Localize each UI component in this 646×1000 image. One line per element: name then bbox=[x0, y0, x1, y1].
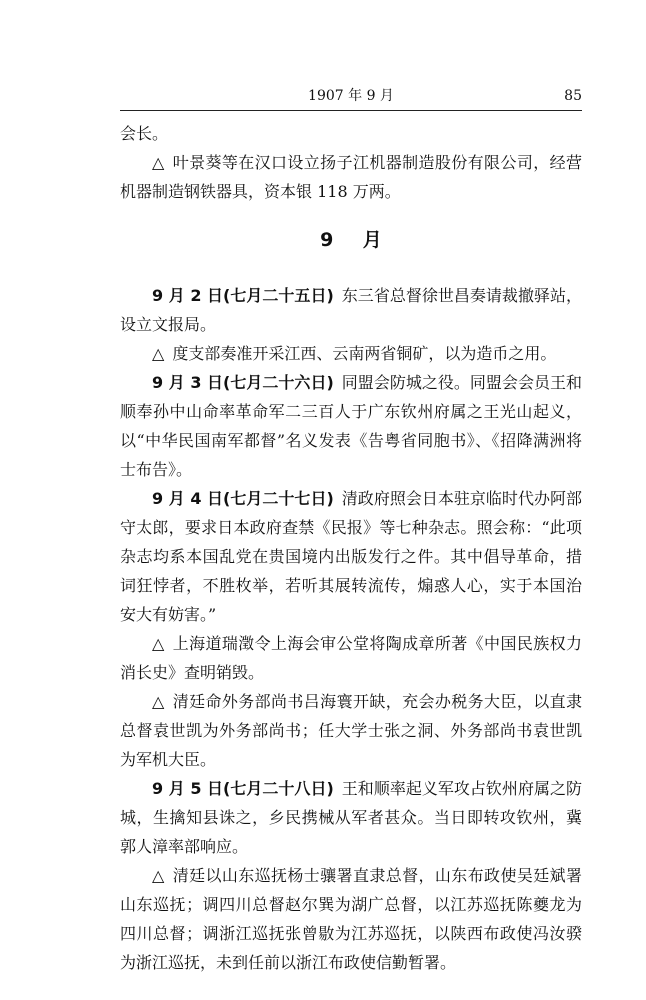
page-body bbox=[120, 119, 582, 977]
header-title: 1907 年 9 月 bbox=[308, 88, 394, 104]
entry-event: △ 清廷命外务部尚书吕海寰开缺，充会办税务大臣，以直隶总督袁世凯为外务部尚书；任大学士张之洞、外务部尚书袁世凯为军机大臣。 bbox=[120, 692, 582, 769]
running-header bbox=[120, 86, 582, 110]
entry-date: 9 月 4 日(七月二十七日) bbox=[152, 489, 334, 508]
entry-event: △ 上海道瑞澂令上海会审公堂将陶成章所著《中国民族权力消长史》查明销毁。 bbox=[120, 634, 582, 682]
triangle-marker-icon: △ bbox=[152, 153, 165, 172]
triangle-marker-icon: △ bbox=[152, 866, 165, 885]
page-number: 85 bbox=[564, 88, 582, 104]
entry-date: 9 月 3 日(七月二十六日) bbox=[152, 373, 334, 392]
entry-sep-5: 9 月 5 日(七月二十八日) 王和顺率起义军攻占钦州府属之防城，生擒知县诛之，乡民携械从军者甚众。当日即转攻钦州，冀郭人漳率部响应。 bbox=[120, 779, 582, 856]
paragraph-event: △ 叶景葵等在汉口设立扬子江机器制造股份有限公司，经营机器制造钢铁器具，资本银 118 万两。 bbox=[120, 153, 582, 201]
month-heading: 9 月 bbox=[320, 229, 394, 251]
entry-sep-3: 9 月 3 日(七月二十六日) 同盟会防城之役。同盟会会员王和顺奉孙中山命率革命军二三百人于广东钦州府属之王光山起义，以“中华民国南军都督”名义发表《告粤省同胞书》、《招降满洲将士布告》。 bbox=[120, 373, 582, 479]
entry-date: 9 月 2 日(七月二十五日) bbox=[152, 286, 334, 305]
entry-event: △ 度支部奏准开采江西、云南两省铜矿，以为造币之用。 bbox=[152, 344, 557, 363]
entry-sep-2: 9 月 2 日(七月二十五日) 东三省总督徐世昌奏请裁撤驿站，设立文报局。 bbox=[120, 286, 582, 334]
triangle-marker-icon: △ bbox=[152, 692, 165, 711]
entry-event: △ 清廷以山东巡抚杨士骧署直隶总督，山东布政使吴廷斌署山东巡抚；调四川总督赵尔巽为湖广总督，以江苏巡抚陈夔龙为四川总督；调浙江巡抚张曾敭为江苏巡抚，以陕西布政使冯汝骙为浙江巡抚，未到任前以浙江布政使信勤暂署。 bbox=[120, 866, 582, 972]
triangle-marker-icon: △ bbox=[152, 634, 165, 653]
entry-date: 9 月 5 日(七月二十八日) bbox=[152, 779, 334, 798]
header-rule bbox=[120, 110, 582, 111]
entry-sep-4: 9 月 4 日(七月二十七日) 清政府照会日本驻京临时代办阿部守太郎，要求日本政府查禁《民报》等七种杂志。照会称：“此项杂志均系本国乱党在贵国境内出版发行之件。其中倡导革命，措词狂悖者，不胜枚举，若听其展转流传，煽惑人心，实于本国治安大有妨害。” bbox=[120, 489, 582, 624]
paragraph-continuation: 会长。 bbox=[120, 124, 169, 143]
triangle-marker-icon: △ bbox=[152, 344, 165, 363]
